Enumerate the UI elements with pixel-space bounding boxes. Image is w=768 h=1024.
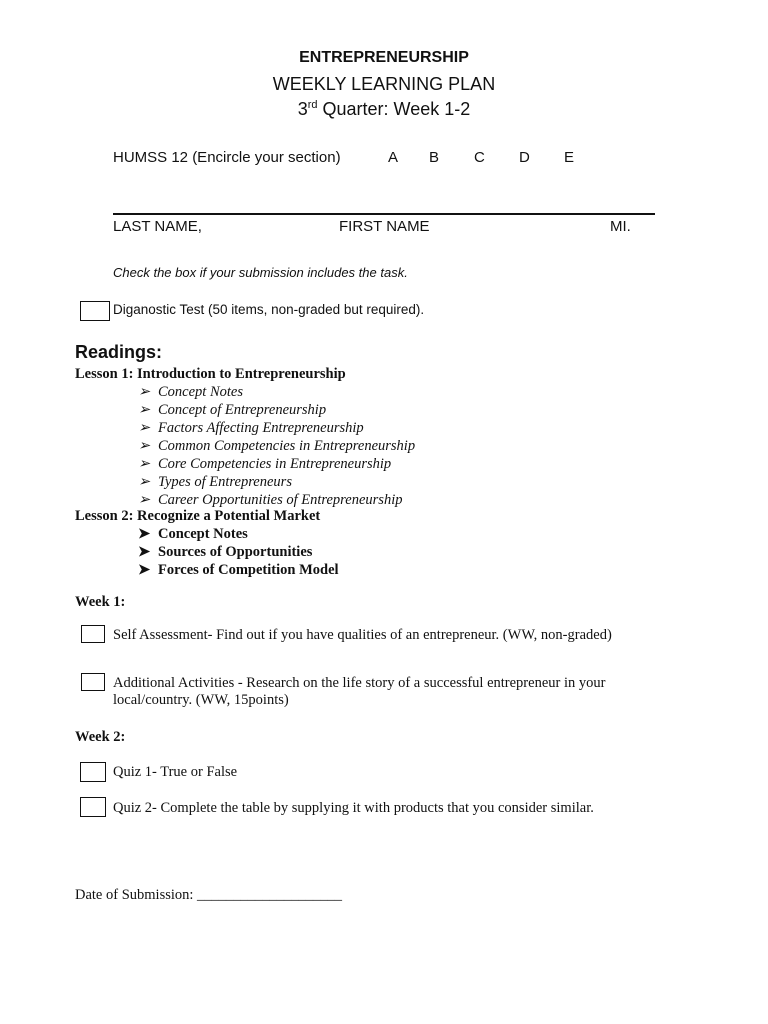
section-label: HUMSS 12 (Encircle your section) — [113, 149, 341, 166]
arrow-bullet-icon: ➢ — [138, 492, 151, 508]
section-option-d[interactable]: D — [519, 149, 530, 166]
document-title: ENTREPRENEURSHIP — [299, 49, 469, 66]
arrow-bullet-icon: ➤ — [138, 526, 151, 542]
lesson2-topic-list — [138, 525, 339, 579]
section-option-e[interactable]: E — [564, 149, 575, 166]
list-item: ➤ Sources of Opportunities — [138, 544, 313, 560]
arrow-bullet-icon: ➢ — [138, 438, 151, 454]
list-item: ➢ Concept of Entrepreneurship — [138, 402, 327, 418]
instruction-text: Check the box if your submission includes the task. — [113, 265, 408, 280]
section-option-c[interactable]: C — [474, 149, 485, 166]
list-item: ➢ Concept Notes — [138, 384, 243, 400]
list-item: ➢ Core Competencies in Entrepreneurship — [138, 456, 392, 472]
list-item: ➤ Concept Notes — [138, 526, 248, 542]
week1-heading: Week 1: — [75, 594, 126, 610]
arrow-bullet-icon: ➢ — [138, 402, 151, 418]
quarter-heading — [0, 99, 768, 120]
quiz1-checkbox[interactable] — [80, 762, 106, 782]
first-name-label: FIRST NAME — [339, 218, 430, 235]
arrow-bullet-icon: ➤ — [138, 544, 151, 560]
quiz2-label: Quiz 2- Complete the table by supplying it with products that you consider similar. — [113, 800, 594, 816]
quarter-number: 3 — [297, 99, 308, 119]
document-subtitle: WEEKLY LEARNING PLAN — [272, 74, 496, 94]
middle-initial-label: MI. — [610, 218, 631, 235]
additional-activities-label-line2: local/country. (WW, 15points) — [113, 692, 289, 708]
diagnostic-task-label: Diganostic Test (50 items, non-graded but required). — [113, 302, 425, 317]
last-name-label: LAST NAME, — [113, 218, 202, 235]
section-option-a[interactable]: A — [388, 149, 399, 166]
list-item: ➢ Common Competencies in Entrepreneurship — [138, 438, 416, 454]
arrow-bullet-icon: ➢ — [138, 384, 151, 400]
date-of-submission-field[interactable]: Date of Submission: ____________________ — [75, 887, 343, 903]
week2-heading: Week 2: — [75, 729, 126, 745]
quiz2-checkbox[interactable] — [80, 797, 106, 817]
self-assessment-checkbox[interactable] — [81, 625, 105, 643]
list-item: ➢ Factors Affecting Entrepreneurship — [138, 420, 364, 436]
additional-activities-label-line1: Additional Activities - Research on the life story of a successful entrepreneur in your — [113, 675, 606, 691]
self-assessment-label: Self Assessment- Find out if you have qualities of an entrepreneur. (WW, non-graded) — [113, 627, 612, 643]
lesson2-title: Lesson 2: Recognize a Potential Market — [75, 508, 321, 524]
arrow-bullet-icon: ➢ — [138, 474, 151, 490]
name-write-line[interactable] — [113, 213, 655, 215]
quarter-rest: Quarter: Week 1-2 — [317, 99, 471, 119]
lesson1-topic-list — [138, 383, 415, 509]
additional-activities-checkbox[interactable] — [81, 673, 105, 691]
arrow-bullet-icon: ➢ — [138, 420, 151, 436]
readings-heading: Readings: — [75, 342, 163, 362]
lesson1-title: Lesson 1: Introduction to Entrepreneurship — [75, 366, 346, 382]
list-item: ➤ Forces of Competition Model — [138, 562, 339, 578]
arrow-bullet-icon: ➤ — [138, 562, 151, 578]
section-option-b[interactable]: B — [429, 149, 440, 166]
quiz1-label: Quiz 1- True or False — [113, 764, 238, 780]
diagnostic-checkbox[interactable] — [80, 301, 110, 321]
list-item: ➢ Career Opportunities of Entrepreneurship — [138, 492, 403, 508]
arrow-bullet-icon: ➢ — [138, 456, 151, 472]
quarter-ordinal-suffix: rd — [307, 99, 318, 111]
list-item: ➢ Types of Entrepreneurs — [138, 474, 292, 490]
